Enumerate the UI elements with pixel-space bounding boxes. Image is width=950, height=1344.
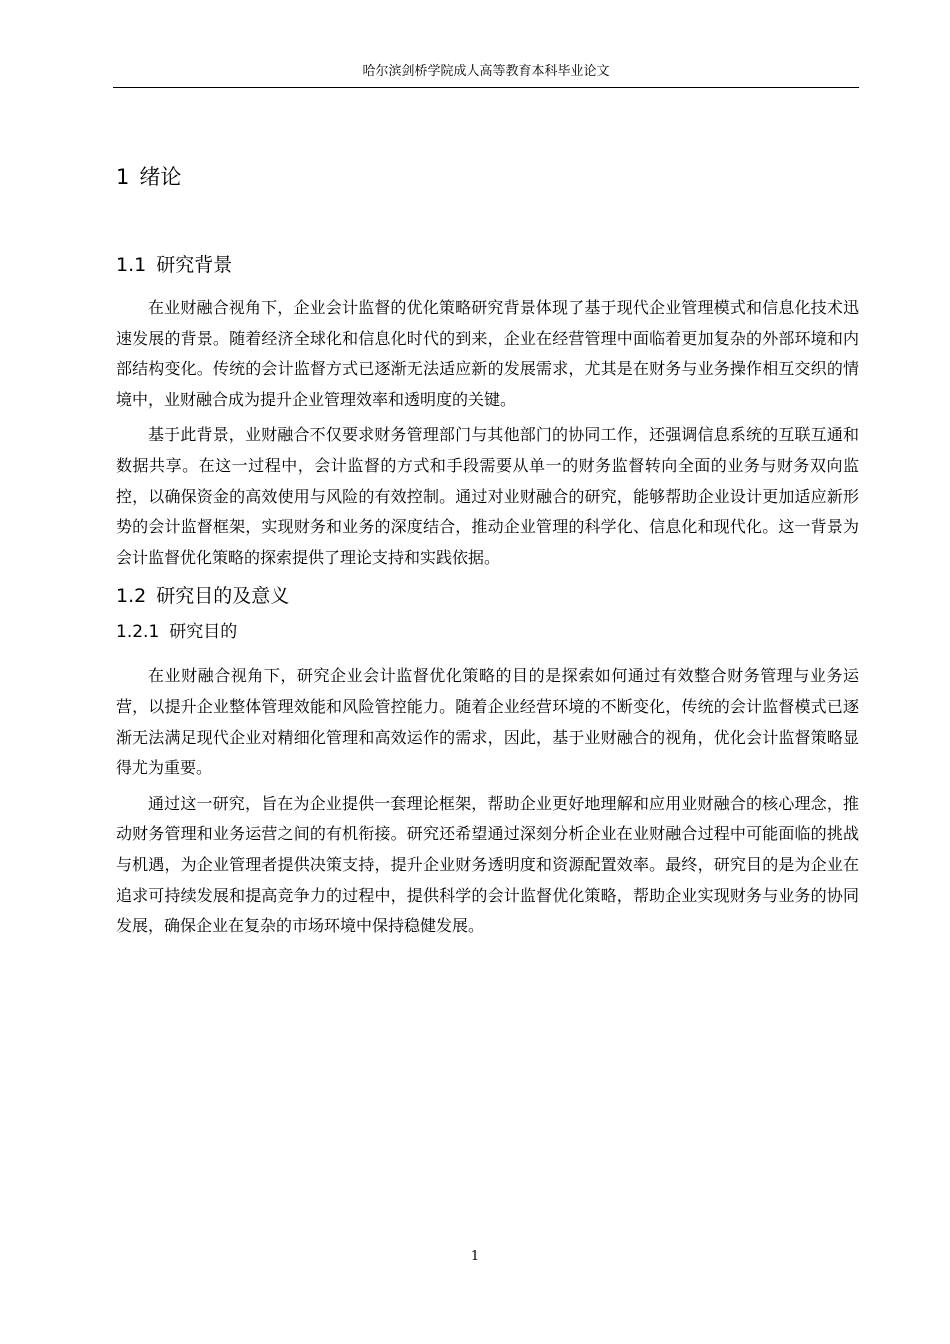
- chapter-title: 绪论: [139, 165, 182, 189]
- paragraph: 基于此背景，业财融合不仅要求财务管理部门与其他部门的协同工作，还强调信息系统的互联互通和数据共享。在这一过程中，会计监督的方式和手段需要从单一的财务监督转向全面的业务与财务双向监控，以确保资金的高效使用与风险的有效控制。通过对业财融合的研究，能够帮助企业设计更加适应新形势的会计监督框架，实现财务和业务的深度结合，推动企业管理的科学化、信息化和现代化。这一背景为会计监督优化策略的探索提供了理论支持和实践依据。: [116, 425, 859, 567]
- section-number: 1.1: [116, 254, 147, 276]
- subsection-title: 研究目的: [169, 622, 238, 643]
- section-heading-1-2: [116, 580, 859, 612]
- document-body: [116, 160, 859, 942]
- chapter-number: 1: [116, 165, 130, 189]
- page-number: 1: [470, 1249, 480, 1264]
- header-rule: [113, 87, 859, 88]
- paragraph: 通过这一研究，旨在为企业提供一套理论框架，帮助企业更好地理解和应用业财融合的核心理念，推动财务管理和业务运营之间的有机衔接。研究还希望通过深刻分析企业在业财融合过程中可能面临的挑战与机遇，为企业管理者提供决策支持，提升企业财务透明度和资源配置效率。最终，研究目的是为企业在追求可持续发展和提高竞争力的过程中，提供科学的会计监督优化策略，帮助企业实现财务与业务的协同发展，确保企业在复杂的市场环境中保持稳健发展。: [116, 793, 859, 936]
- section-heading-1-1: [116, 249, 859, 281]
- section-title: 研究目的及意义: [156, 585, 290, 608]
- section-number: 1.2: [116, 585, 147, 608]
- page-header: 哈尔滨剑桥学院成人高等教育本科毕业论文: [362, 64, 610, 79]
- subsection-heading-1-2-1: [116, 617, 859, 647]
- subsection-number: 1.2.1: [116, 622, 160, 643]
- paragraph: 在业财融合视角下，企业会计监督的优化策略研究背景体现了基于现代企业管理模式和信息化技术迅速发展的背景。随着经济全球化和信息化时代的到来，企业在经营管理中面临着更加复杂的外部环境和内部结构变化。传统的会计监督方式已逐渐无法适应新的发展需求，尤其是在财务与业务操作相互交织的情境中，业财融合成为提升企业管理效率和透明度的关键。: [116, 298, 859, 409]
- paragraph: 在业财融合视角下，研究企业会计监督优化策略的目的是探索如何通过有效整合财务管理与业务运营，以提升企业整体管理效能和风险管控能力。随着企业经营环境的不断变化，传统的会计监督模式已逐渐无法满足现代企业对精细化管理和高效运作的需求，因此，基于业财融合的视角，优化会计监督策略显得尤为重要。: [116, 666, 859, 778]
- section-title: 研究背景: [156, 254, 233, 276]
- chapter-heading: [116, 160, 859, 194]
